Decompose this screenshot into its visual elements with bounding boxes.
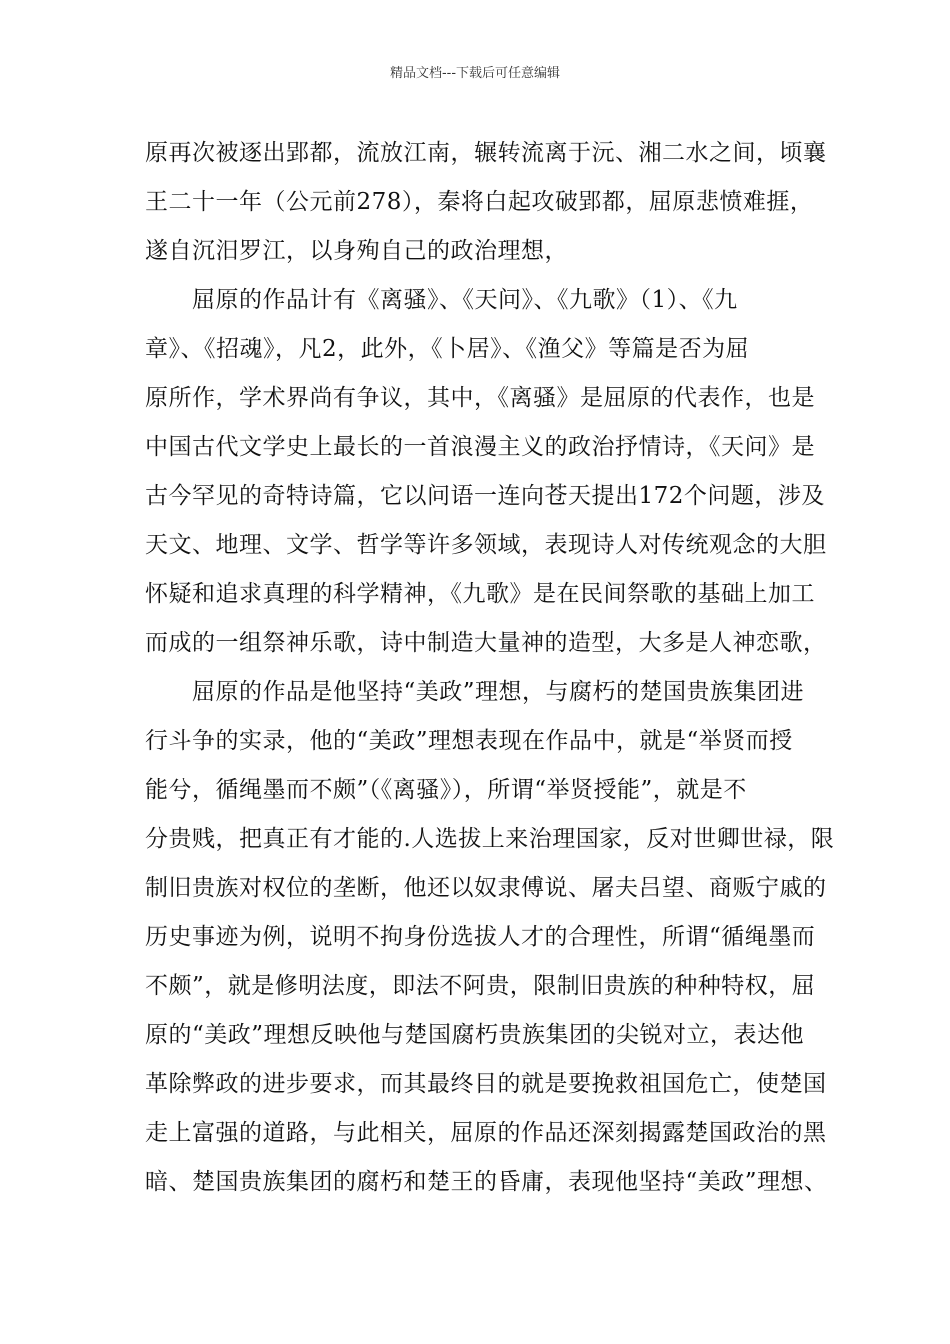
text-line: 原再次被逐出郢都，流放江南，辗转流离于沅、湘二水之间，顷襄 bbox=[145, 140, 827, 166]
text-line: 中国古代文学史上最长的一首浪漫主义的政治抒情诗，《天问》是 bbox=[145, 434, 815, 460]
text-line: 遂自沉汨罗江，以身殉自己的政治理想， bbox=[145, 238, 568, 264]
text-line: 原所作，学术界尚有争议，其中，《离骚》是屈原的代表作，也是 bbox=[145, 385, 815, 411]
page-header: 精品文档---下载后可任意编辑 bbox=[389, 66, 561, 81]
text-line: 章》、《招魂》，凡2，此外，《卜居》、《渔父》等篇是否为屈 bbox=[145, 336, 750, 362]
text-line: 原的“美政”理想反映他与楚国腐朽贵族集团的尖锐对立，表达他 bbox=[145, 1022, 805, 1048]
text-line: 革除弊政的进步要求，而其最终目的就是要挽救祖国危亡，使楚国 bbox=[145, 1071, 827, 1097]
text-line: 王二十一年（公元前278），秦将白起攻破郢都，屈原悲愤难捱， bbox=[145, 189, 814, 215]
text-line: 古今罕见的奇特诗篇，它以问语一连向苍天提出172个问题，涉及 bbox=[145, 483, 825, 509]
text-line: 怀疑和追求真理的科学精神，《九歌》是在民间祭歌的基础上加工 bbox=[145, 581, 815, 607]
text-line: 而成的一组祭神乐歌，诗中制造大量神的造型，大多是人神恋歌， bbox=[145, 630, 827, 656]
text-line: 历史事迹为例，说明不拘身份选拔人才的合理性，所谓“循绳墨而 bbox=[145, 924, 816, 950]
text-line: 不颇”，就是修明法度，即法不阿贵，限制旧贵族的种种特权，屈 bbox=[145, 973, 816, 999]
text-line: 制旧贵族对权位的垄断，他还以奴隶傅说、屠夫吕望、商贩宁戚的 bbox=[145, 875, 827, 901]
text-line: 屈原的作品计有《离骚》、《天问》、《九歌》（1）、《九 bbox=[192, 287, 738, 313]
text-line: 行斗争的实录，他的“美政”理想表现在作品中，就是“举贤而授 bbox=[145, 728, 793, 754]
text-line: 走上富强的道路，与此相关，屈原的作品还深刻揭露楚国政治的黑 bbox=[145, 1120, 827, 1146]
text-line: 暗、楚国贵族集团的腐朽和楚王的昏庸，表现他坚持“美政”理想、 bbox=[145, 1169, 828, 1195]
text-line: 能兮，循绳墨而不颇”（《离骚》），所谓“举贤授能”，就是不 bbox=[145, 777, 747, 803]
text-line: 分贵贱，把真正有才能的.人选拔上来治理国家，反对世卿世禄，限 bbox=[145, 826, 835, 852]
text-line: 屈原的作品是他坚持“美政”理想，与腐朽的楚国贵族集团进 bbox=[192, 679, 805, 705]
text-line: 天文、地理、文学、哲学等许多领域，表现诗人对传统观念的大胆 bbox=[145, 532, 827, 558]
